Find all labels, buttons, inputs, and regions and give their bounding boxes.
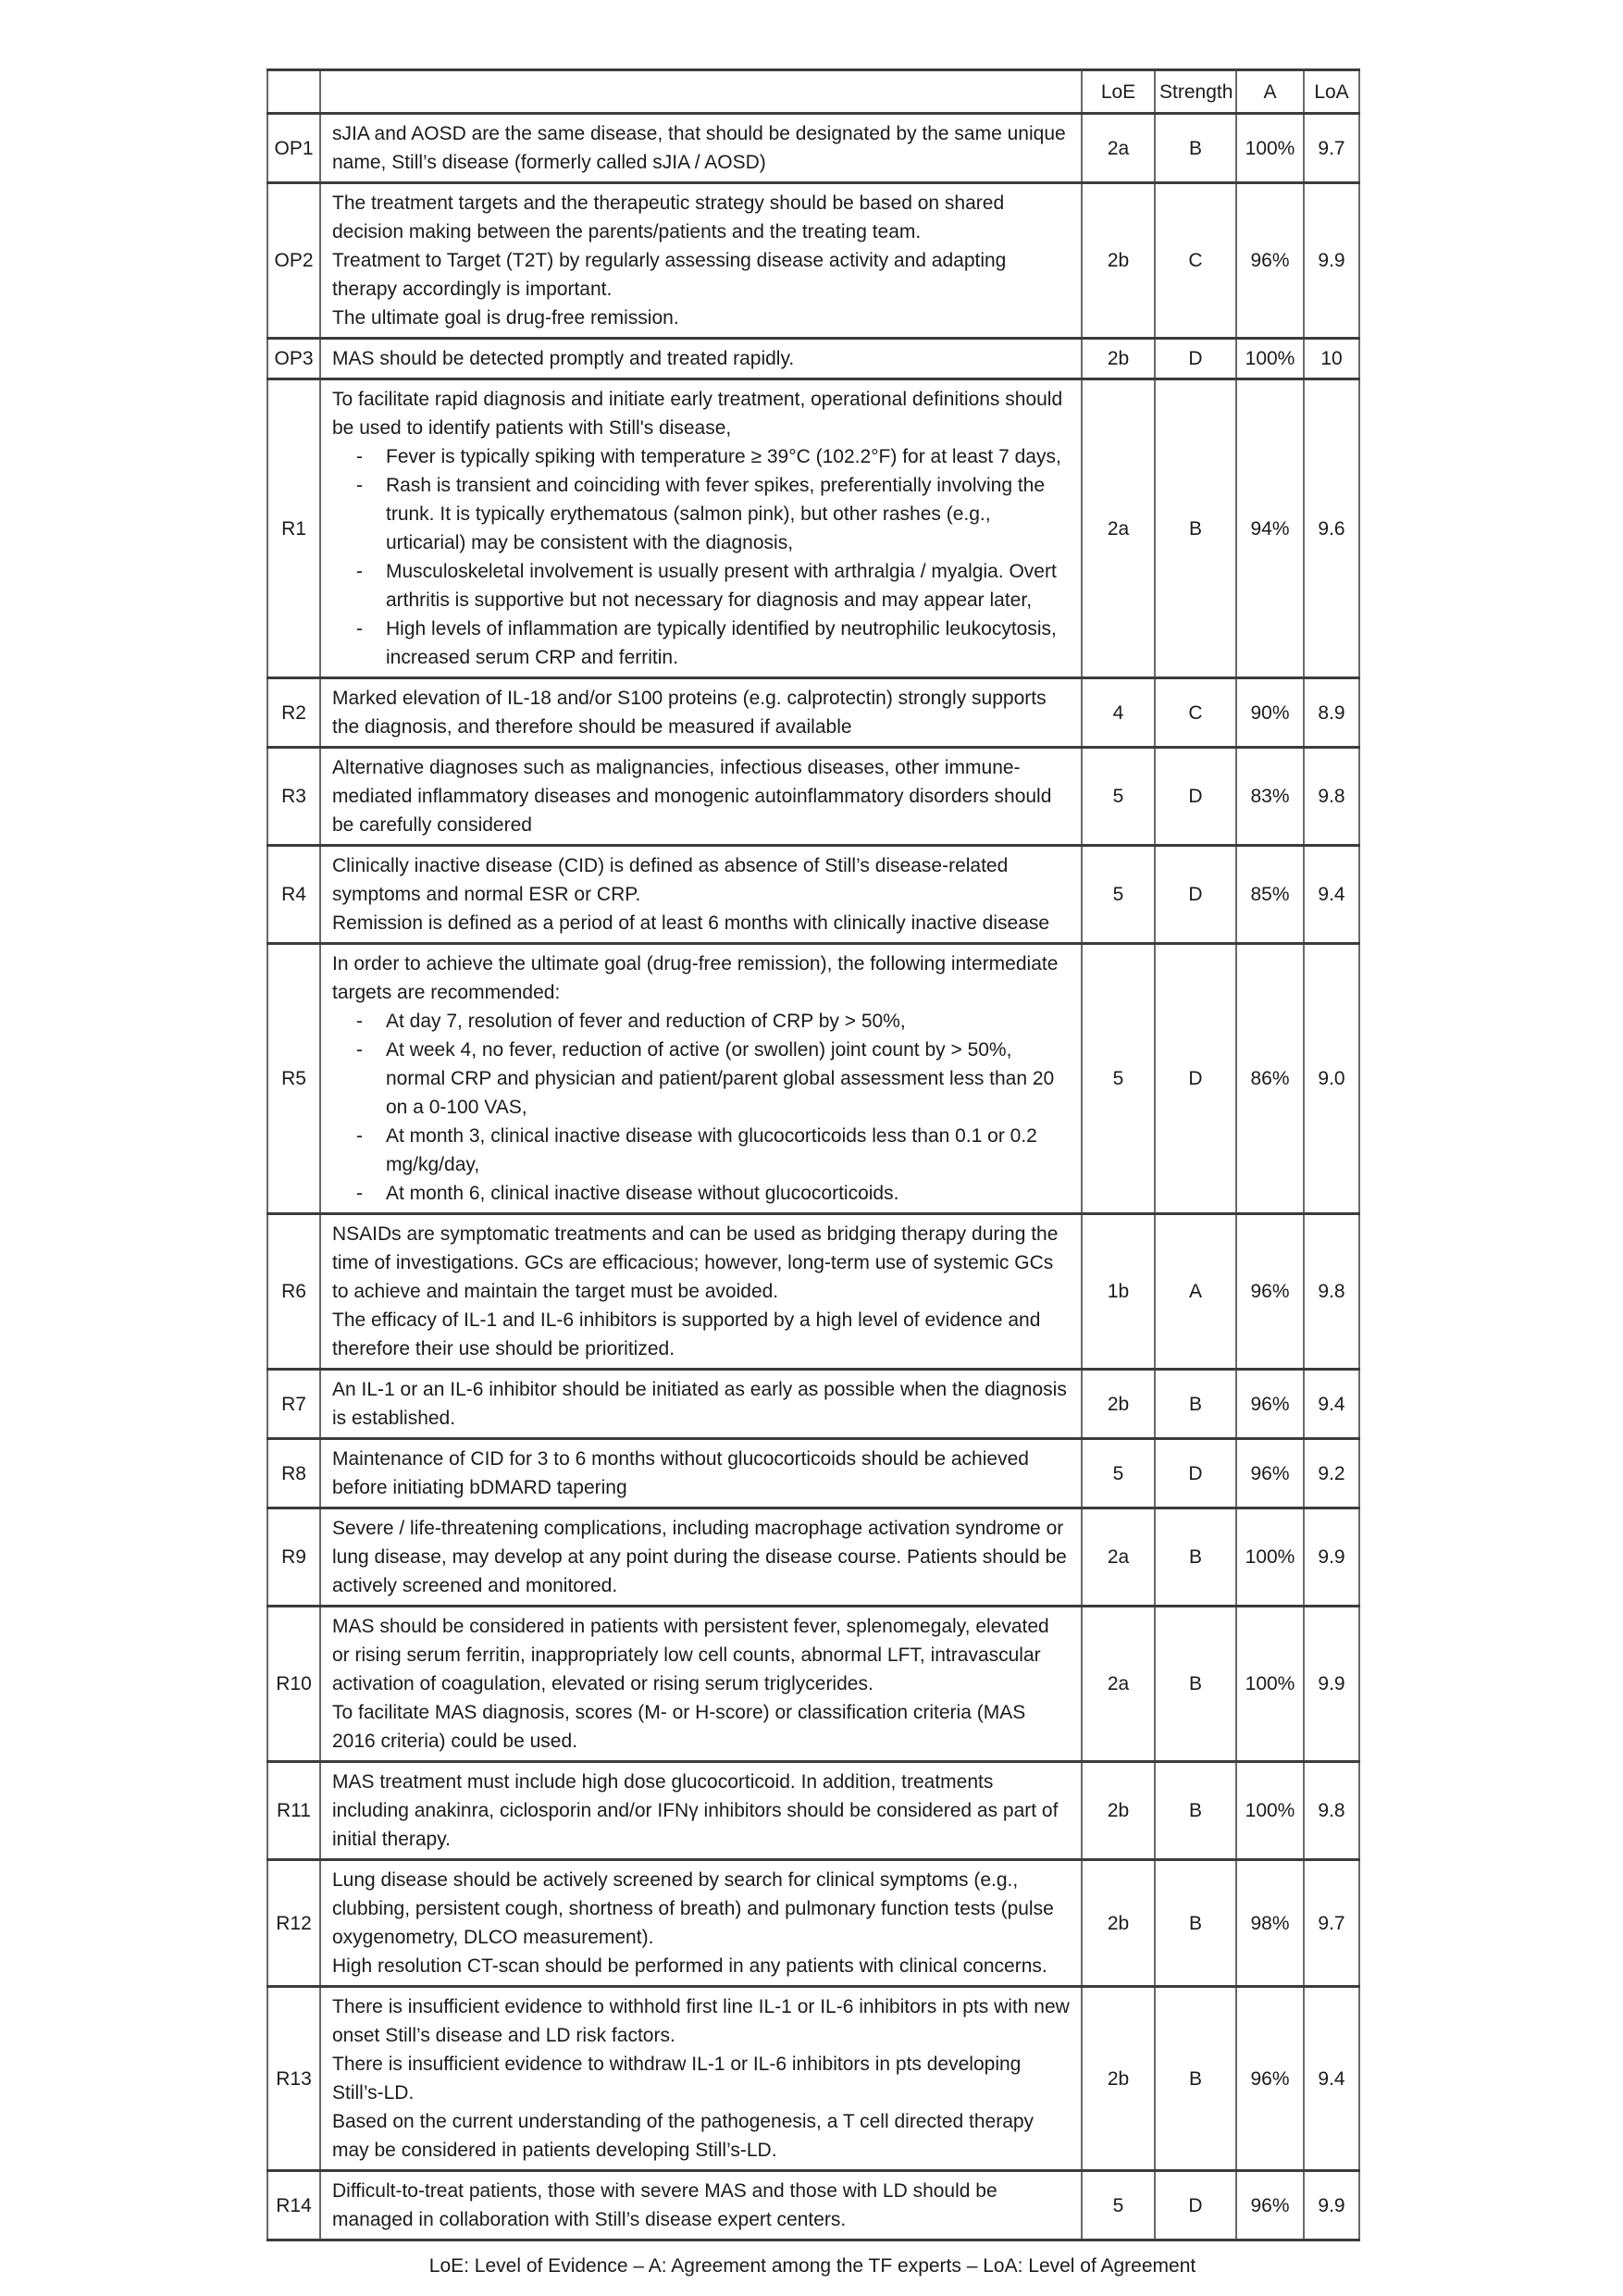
row-strength: B — [1155, 379, 1236, 678]
statement-paragraph: The treatment targets and the therapeutic strategy should be based on shared decision making between the parents/patients and the treating team. — [332, 192, 1005, 242]
statement-paragraph: Based on the current understanding of the pathogenesis, a T cell directed therapy may be considered in patients developing Still’s-LD. — [332, 2111, 1035, 2161]
row-id: R5 — [267, 944, 320, 1214]
row-statement — [320, 1607, 1082, 1762]
statement-bullet-item: - Fever is typically spiking with temperature ≥ 39°C (102.2°F) for at least 7 days, — [356, 442, 1072, 471]
row-loa: 9.7 — [1304, 1860, 1359, 1987]
statement-bullet-item: - At week 4, no fever, reduction of active (or swollen) joint count by > 50%, normal CRP and physician and patient/parent global assessment less than 20 on a 0-100 VAS, — [356, 1036, 1072, 1122]
statement-paragraph: Alternative diagnoses such as malignancies, infectious diseases, other immune-mediated inflammatory diseases and monogenic autoinflammatory disorders should be carefully considered — [332, 757, 1052, 836]
row-id: R6 — [267, 1214, 320, 1370]
statement-paragraph: NSAIDs are symptomatic treatments and can be used as bridging therapy during the time of investigations. GCs are efficacious; however, long-term use of systemic GCs to achieve and maintain the target must be avoided. — [332, 1223, 1059, 1302]
row-loa: 9.8 — [1304, 1214, 1359, 1370]
row-loe: 5 — [1082, 944, 1155, 1214]
statement-paragraph: To facilitate MAS diagnosis, scores (M- or H-score) or classification criteria (MAS 2016 criteria) could be used. — [332, 1702, 1026, 1752]
table-row — [267, 1439, 1359, 1508]
row-loe: 2a — [1082, 1607, 1155, 1762]
row-loe: 2b — [1082, 1987, 1155, 2171]
row-strength: D — [1155, 1439, 1236, 1508]
row-strength: B — [1155, 1860, 1236, 1987]
row-agreement: 100% — [1236, 339, 1304, 379]
row-id: OP1 — [267, 114, 320, 183]
row-loa: 9.0 — [1304, 944, 1359, 1214]
table-row — [267, 1607, 1359, 1762]
row-strength: D — [1155, 339, 1236, 379]
header-loa: LoA — [1304, 70, 1359, 114]
row-loa: 8.9 — [1304, 678, 1359, 748]
row-agreement: 96% — [1236, 1439, 1304, 1508]
statement-paragraph: The efficacy of IL-1 and IL-6 inhibitors is supported by a high level of evidence and therefore their use should be prioritized. — [332, 1309, 1041, 1359]
statement-bullet-item: - At month 6, clinical inactive disease without glucocorticoids. — [356, 1179, 1072, 1208]
row-strength: D — [1155, 748, 1236, 846]
statement-paragraph: Marked elevation of IL-18 and/or S100 proteins (e.g. calprotectin) strongly supports the diagnosis, and therefore should be measured if available — [332, 688, 1047, 738]
table-body — [267, 114, 1359, 2240]
statement-bullet-item: - At month 3, clinical inactive disease with glucocorticoids less than 0.1 or 0.2 mg/kg/day, — [356, 1122, 1072, 1179]
table-row — [267, 114, 1359, 183]
row-id: R3 — [267, 748, 320, 846]
table-row — [267, 183, 1359, 339]
recommendations-table-container — [266, 68, 1358, 2280]
table-row — [267, 846, 1359, 944]
statement-paragraph: High resolution CT-scan should be performed in any patients with clinical concerns. — [332, 1955, 1047, 1977]
row-statement — [320, 1214, 1082, 1370]
statement-paragraph: MAS should be considered in patients with persistent fever, splenomegaly, elevated or rising serum ferritin, inappropriately low cell counts, abnormal LFT, intravascular activation of coagulation, elevated or rising serum triglycerides. — [332, 1616, 1049, 1694]
row-id: R13 — [267, 1987, 320, 2171]
row-agreement: 98% — [1236, 1860, 1304, 1987]
statement-paragraph: Treatment to Target (T2T) by regularly assessing disease activity and adapting therapy accordingly is important. — [332, 250, 1007, 300]
row-statement — [320, 1508, 1082, 1607]
row-agreement: 86% — [1236, 944, 1304, 1214]
row-loa: 9.4 — [1304, 1370, 1359, 1439]
row-agreement: 100% — [1236, 1762, 1304, 1860]
table-row — [267, 1762, 1359, 1860]
table-row — [267, 1370, 1359, 1439]
table-row — [267, 748, 1359, 846]
row-id: R12 — [267, 1860, 320, 1987]
statement-paragraph: Maintenance of CID for 3 to 6 months without glucocorticoids should be achieved before initiating bDMARD tapering — [332, 1448, 1029, 1498]
table-footnote: LoE: Level of Evidence – A: Agreement among the TF experts – LoA: Level of Agreement — [428, 2255, 1196, 2277]
statement-paragraph: sJIA and AOSD are the same disease, that should be designated by the same unique name, Still’s disease (formerly called sJIA / AOSD) — [332, 123, 1066, 173]
row-agreement: 83% — [1236, 748, 1304, 846]
table-row — [267, 339, 1359, 379]
row-agreement: 100% — [1236, 1508, 1304, 1607]
row-statement — [320, 748, 1082, 846]
row-loa: 9.2 — [1304, 1439, 1359, 1508]
statement-paragraph: MAS should be detected promptly and treated rapidly. — [332, 348, 795, 369]
row-loa: 10 — [1304, 339, 1359, 379]
row-id: R7 — [267, 1370, 320, 1439]
statement-paragraph: MAS treatment must include high dose glucocorticoid. In addition, treatments including anakinra, ciclosporin and/or IFNγ inhibitors should be considered as part of initial therapy. — [332, 1771, 1059, 1850]
table-row — [267, 944, 1359, 1214]
row-loe: 5 — [1082, 748, 1155, 846]
row-loe: 5 — [1082, 2171, 1155, 2240]
row-loa: 9.4 — [1304, 846, 1359, 944]
table-row — [267, 678, 1359, 748]
row-loe: 2a — [1082, 114, 1155, 183]
row-loe: 2b — [1082, 339, 1155, 379]
row-loa: 9.9 — [1304, 183, 1359, 339]
row-id: OP2 — [267, 183, 320, 339]
row-agreement: 94% — [1236, 379, 1304, 678]
header-loe: LoE — [1082, 70, 1155, 114]
header-strength: Strength — [1155, 70, 1236, 114]
row-strength: C — [1155, 678, 1236, 748]
statement-paragraph: Remission is defined as a period of at least 6 months with clinically inactive disease — [332, 912, 1050, 934]
row-statement — [320, 1370, 1082, 1439]
row-loe: 2a — [1082, 1508, 1155, 1607]
row-agreement: 96% — [1236, 1987, 1304, 2171]
statement-bullet-item: - At day 7, resolution of fever and reduction of CRP by > 50%, — [356, 1007, 1072, 1036]
row-strength: D — [1155, 846, 1236, 944]
row-loa: 9.9 — [1304, 1508, 1359, 1607]
statement-paragraph: To facilitate rapid diagnosis and initiate early treatment, operational definitions should be used to identify patients with Still's disease, — [332, 389, 1063, 439]
table-row — [267, 1987, 1359, 2171]
header-agreement: A — [1236, 70, 1304, 114]
statement-paragraph: In order to achieve the ultimate goal (drug-free remission), the following intermediate targets are recommended: — [332, 953, 1059, 1003]
table-row — [267, 1214, 1359, 1370]
row-loe: 2a — [1082, 379, 1155, 678]
row-loa: 9.9 — [1304, 2171, 1359, 2240]
row-statement — [320, 339, 1082, 379]
recommendations-table — [266, 68, 1360, 2241]
row-loe: 1b — [1082, 1214, 1155, 1370]
row-strength: B — [1155, 1370, 1236, 1439]
row-loe: 4 — [1082, 678, 1155, 748]
row-agreement: 96% — [1236, 2171, 1304, 2240]
row-id: R11 — [267, 1762, 320, 1860]
row-strength: B — [1155, 1508, 1236, 1607]
row-strength: D — [1155, 2171, 1236, 2240]
row-agreement: 96% — [1236, 183, 1304, 339]
table-header-row — [267, 70, 1359, 114]
row-strength: B — [1155, 1607, 1236, 1762]
header-id — [267, 70, 320, 114]
row-statement — [320, 1762, 1082, 1860]
row-loe: 5 — [1082, 1439, 1155, 1508]
row-id: R10 — [267, 1607, 320, 1762]
row-agreement: 100% — [1236, 1607, 1304, 1762]
row-agreement: 96% — [1236, 1214, 1304, 1370]
row-agreement: 100% — [1236, 114, 1304, 183]
statement-bullet-item: - Rash is transient and coinciding with fever spikes, preferentially involving the trunk. It is typically erythematous (salmon pink), but other rashes (e.g., urticarial) may be consistent with the diagnosis, — [356, 471, 1072, 557]
statement-bullet-item: - High levels of inflammation are typically identified by neutrophilic leukocytosis, increased serum CRP and ferritin. — [356, 614, 1072, 672]
row-statement — [320, 1860, 1082, 1987]
row-statement — [320, 1439, 1082, 1508]
row-id: R9 — [267, 1508, 320, 1607]
statement-paragraph: Lung disease should be actively screened by search for clinical symptoms (e.g., clubbing, persistent cough, shortness of breath) and pulmonary function tests (pulse oxygenometry, DLCO measurement). — [332, 1869, 1054, 1948]
row-statement — [320, 2171, 1082, 2240]
statement-paragraph: Difficult-to-treat patients, those with severe MAS and those with LD should be managed in collaboration with Still’s disease expert centers. — [332, 2180, 997, 2230]
row-loa: 9.4 — [1304, 1987, 1359, 2171]
row-strength: B — [1155, 1762, 1236, 1860]
row-loa: 9.8 — [1304, 748, 1359, 846]
statement-paragraph: There is insufficient evidence to withhold first line IL-1 or IL-6 inhibitors in pts with new onset Still’s disease and LD risk factors. — [332, 1996, 1070, 2046]
row-statement — [320, 183, 1082, 339]
row-id: R1 — [267, 379, 320, 678]
row-strength: B — [1155, 114, 1236, 183]
row-loe: 5 — [1082, 846, 1155, 944]
row-strength: B — [1155, 1987, 1236, 2171]
row-loe: 2b — [1082, 1762, 1155, 1860]
table-row — [267, 2171, 1359, 2240]
row-agreement: 90% — [1236, 678, 1304, 748]
row-strength: D — [1155, 944, 1236, 1214]
row-strength: A — [1155, 1214, 1236, 1370]
row-id: OP3 — [267, 339, 320, 379]
statement-paragraph: The ultimate goal is drug-free remission. — [332, 307, 679, 329]
row-loe: 2b — [1082, 1370, 1155, 1439]
header-text — [320, 70, 1082, 114]
row-id: R2 — [267, 678, 320, 748]
statement-paragraph: Severe / life-threatening complications, including macrophage activation syndrome or lung disease, may develop at any point during the disease course. Patients should be actively screened and monitored. — [332, 1518, 1067, 1596]
table-row — [267, 379, 1359, 678]
row-id: R8 — [267, 1439, 320, 1508]
row-statement — [320, 1987, 1082, 2171]
statement-bullet-item: - Musculoskeletal involvement is usually present with arthralgia / myalgia. Overt arthritis is supportive but not necessary for diagnosis and may appear later, — [356, 557, 1072, 614]
row-statement — [320, 678, 1082, 748]
statement-paragraph: Clinically inactive disease (CID) is defined as absence of Still’s disease-related symptoms and normal ESR or CRP. — [332, 855, 1009, 905]
statement-paragraph: There is insufficient evidence to withdraw IL-1 or IL-6 inhibitors in pts developing Still’s-LD. — [332, 2054, 1022, 2104]
row-statement — [320, 379, 1082, 678]
row-strength: C — [1155, 183, 1236, 339]
row-loa: 9.7 — [1304, 114, 1359, 183]
statement-paragraph: An IL-1 or an IL-6 inhibitor should be initiated as early as possible when the diagnosis is established. — [332, 1379, 1067, 1429]
row-loe: 2b — [1082, 183, 1155, 339]
statement-bullet-list — [332, 442, 1072, 672]
row-loa: 9.9 — [1304, 1607, 1359, 1762]
row-id: R14 — [267, 2171, 320, 2240]
row-loe: 2b — [1082, 1860, 1155, 1987]
row-loa: 9.8 — [1304, 1762, 1359, 1860]
row-agreement: 96% — [1236, 1370, 1304, 1439]
table-row — [267, 1860, 1359, 1987]
row-statement — [320, 114, 1082, 183]
statement-bullet-list — [332, 1007, 1072, 1208]
row-agreement: 85% — [1236, 846, 1304, 944]
row-id: R4 — [267, 846, 320, 944]
row-statement — [320, 846, 1082, 944]
row-statement — [320, 944, 1082, 1214]
row-loa: 9.6 — [1304, 379, 1359, 678]
table-row — [267, 1508, 1359, 1607]
